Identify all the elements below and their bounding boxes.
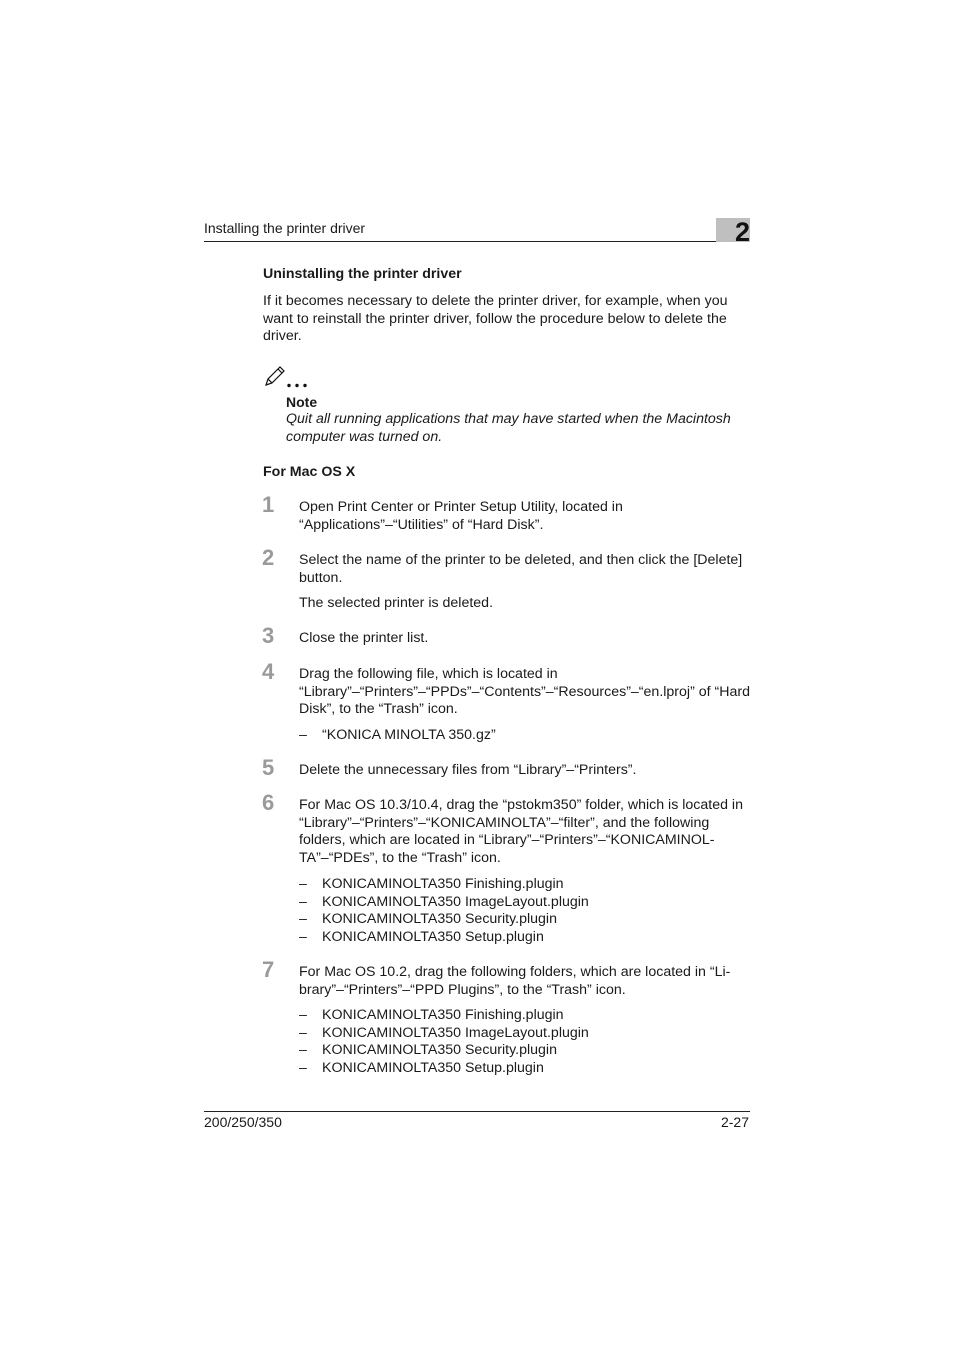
step-text: Select the name of the printer to be deleted, and then click the [Delete] button.	[299, 552, 743, 586]
chapter-tab	[716, 217, 750, 247]
plugin-list	[299, 876, 589, 946]
step-text: Delete the unnecessary files from “Library”–“Printers”.	[299, 762, 637, 778]
section-heading: Uninstalling the printer driver	[263, 266, 462, 282]
bullet-dash: –	[299, 1042, 307, 1059]
bullet-dash: –	[299, 876, 307, 892]
list-item: – KONICAMINOLTA350 Security.plugin	[299, 911, 557, 928]
step-number: 5	[262, 755, 275, 780]
subsection-heading: For Mac OS X	[263, 464, 356, 480]
list-item: – KONICAMINOLTA350 Finishing.plugin	[299, 876, 564, 892]
step-number: 6	[262, 790, 275, 815]
step-number: 7	[262, 957, 275, 982]
step-text: Drag the following file, which is located in “Library”–“Printers”–“PPDs”–“Contents”–“Resources”–“en.lproj” of “Hard Disk”, to the “Trash” icon.	[299, 666, 750, 718]
list-item: – “KONICA MINOLTA 350.gz”	[299, 727, 496, 743]
bullet-dash: –	[299, 1059, 307, 1076]
bullet-dash: –	[299, 911, 307, 928]
step-text: Open Print Center or Printer Setup Utility, located in “Applications”–“Utilities” of “Hard Disk”.	[299, 499, 623, 533]
list-item: – KONICAMINOLTA350 ImageLayout.plugin	[299, 893, 589, 910]
bullet-dash: –	[299, 1007, 307, 1023]
plugin-list	[299, 1007, 589, 1077]
list-item: – KONICAMINOLTA350 Finishing.plugin	[299, 1007, 564, 1023]
pencil-icon	[263, 365, 323, 389]
bullet-dash: –	[299, 928, 307, 945]
bullet-dash: –	[299, 893, 307, 910]
running-header-title: Installing the printer driver	[204, 220, 366, 236]
chapter-number: 2	[734, 217, 750, 247]
step-text: For Mac OS 10.2, drag the following folders, which are located in “Li-brary”–“Printers”–“PPD Plugins”, to the “Trash” icon.	[299, 964, 731, 998]
step-number: 2	[262, 545, 275, 570]
header-rule	[204, 241, 716, 242]
bullet-dash: –	[299, 727, 307, 743]
list-item: – KONICAMINOLTA350 Security.plugin	[299, 1042, 557, 1059]
note-label: Note	[286, 394, 318, 410]
bullet-dash: –	[299, 1024, 307, 1041]
step-number: 4	[262, 659, 275, 684]
list-item: – KONICAMINOLTA350 Setup.plugin	[299, 1059, 544, 1076]
step-result: The selected printer is deleted.	[299, 595, 494, 611]
footer-model: 200/250/350	[204, 1114, 282, 1130]
intro-paragraph: If it becomes necessary to delete the printer driver, for example, when you want to reinstall the printer driver, follow the procedure below to delete the driver.	[263, 293, 728, 345]
note-text: Quit all running applications that may have started when the Macintosh computer was turned on.	[286, 411, 731, 445]
step-number: 3	[262, 623, 275, 648]
step-number: 1	[262, 492, 275, 517]
step-text: For Mac OS 10.3/10.4, drag the “pstokm350” folder, which is located in “Library”–“Printers”–“KONICAMINOLTA”–“filter”, and the following folders, which are located in “Library”–“Printers”–“KONICAMINOL-TA”–“PDEs”, to the “Trash” icon.	[299, 797, 743, 866]
file-list	[299, 727, 496, 745]
footer-page-number: 2-27	[720, 1114, 749, 1130]
list-item: – KONICAMINOLTA350 Setup.plugin	[299, 928, 544, 945]
list-item: – KONICAMINOLTA350 ImageLayout.plugin	[299, 1024, 589, 1041]
footer-rule	[204, 1111, 750, 1112]
step-text: Close the printer list.	[299, 630, 429, 646]
